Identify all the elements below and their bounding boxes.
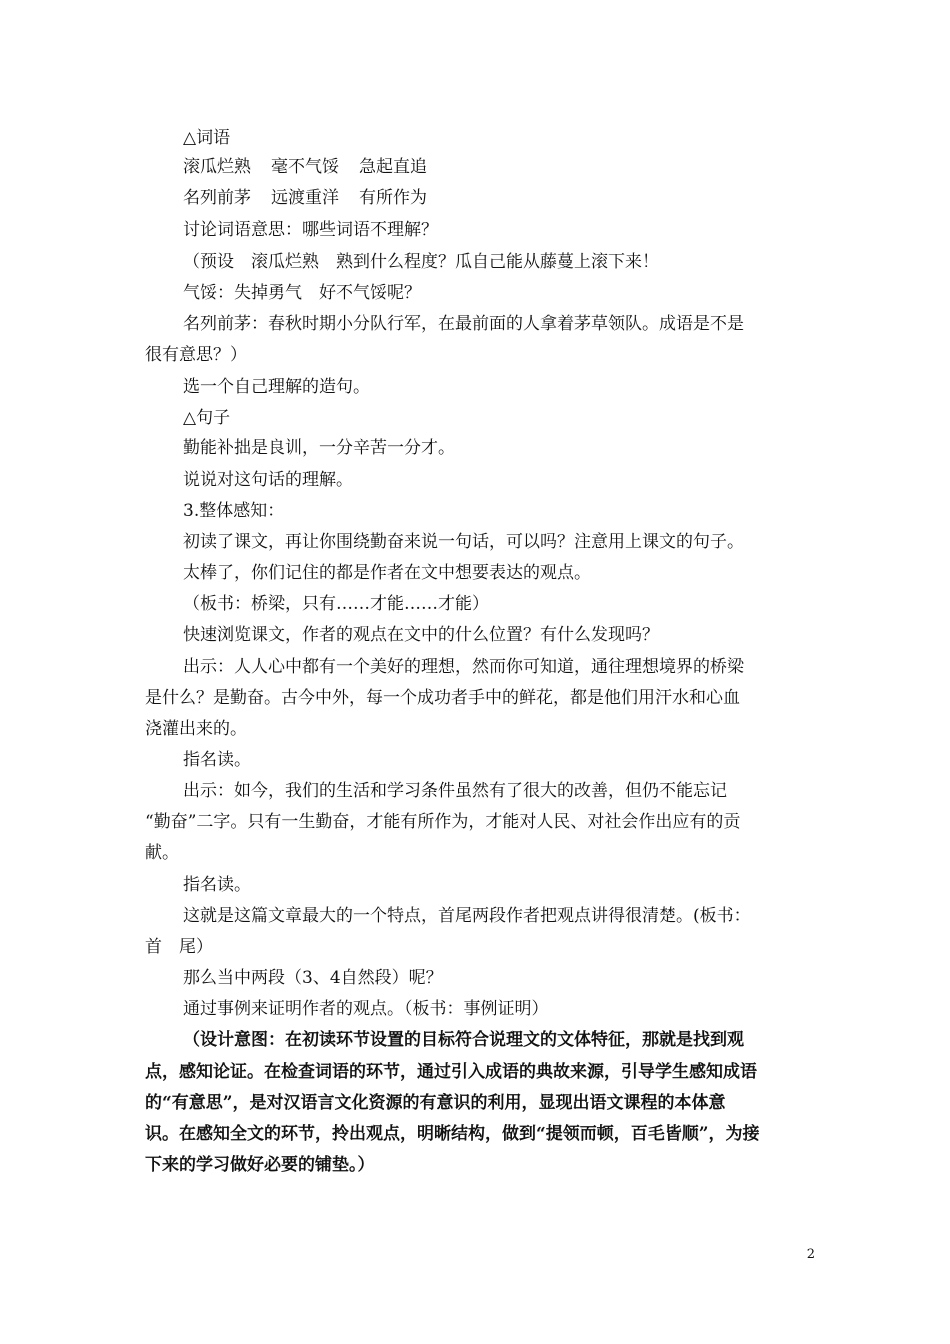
paragraph: 选一个自己理解的造句。	[183, 377, 370, 397]
design-intent: 点，感知论证。在检查词语的环节，通过引入成语的典故来源，引导学生感知成语	[145, 1062, 757, 1082]
paragraph: 说说对这句话的理解。	[183, 470, 353, 490]
paragraph: 名列前茅：春秋时期小分队行军，在最前面的人拿着茅草领队。成语是不是	[183, 314, 744, 334]
paragraph: 浇灌出来的。	[145, 719, 247, 739]
emphasis-char: 作	[393, 188, 410, 208]
emphasis-char: 馁	[322, 157, 339, 177]
design-intent: 识。在感知全文的环节，拎出观点，明晰结构，做到“提领而顿，百毛皆顺”，为接	[145, 1124, 760, 1144]
paragraph: 首 尾）	[145, 937, 213, 957]
design-intent: （设计意图：在初读环节设置的目标符合说理文的文体特征，那就是找到观	[183, 1030, 744, 1050]
emphasis-char: 熟	[234, 157, 251, 177]
words-row-2	[183, 186, 810, 210]
paragraph: 出示：如今，我们的生活和学习条件虽然有了很大的改善，但仍不能忘记	[183, 781, 727, 801]
word-item: 滚瓜烂熟	[183, 157, 251, 177]
design-intent: 的“有意思”，是对汉语言文化资源的有意识的利用，显现出语文课程的本体意	[145, 1093, 726, 1113]
paragraph: 初读了课文，再让你围绕勤奋来说一句话，可以吗？注意用上课文的句子。	[183, 532, 744, 552]
paragraph: 快速浏览课文，作者的观点在文中的什么位置？有什么发现吗？	[183, 625, 659, 645]
paragraph: 勤能补拙是良训，一分辛苦一分才。	[183, 438, 455, 458]
paragraph: 指名读。	[183, 750, 251, 770]
paragraph: 是什么？是勤奋。古今中外，每一个成功者手中的鲜花，都是他们用汗水和心血	[145, 688, 740, 708]
heading-sentence: △句子	[183, 408, 231, 428]
word-item: 急起直追	[359, 157, 427, 177]
paragraph: （板书：桥梁，只有……才能……才能）	[183, 594, 489, 614]
paragraph: 那么当中两段（3、4自然段）呢？	[183, 968, 443, 988]
paragraph: （预设 滚瓜烂熟 熟到什么程度？瓜自己能从藤蔓上滚下来！	[183, 252, 659, 272]
paragraph: 献。	[145, 843, 179, 863]
emphasis-char: 茅	[234, 188, 251, 208]
word-item: 毫不气馁	[271, 157, 339, 177]
word-item: 有所作为	[359, 188, 427, 208]
page-number: 2	[806, 1247, 815, 1262]
paragraph: 通过事例来证明作者的观点。（板书：事例证明）	[183, 999, 549, 1019]
paragraph: 很有意思？）	[145, 345, 247, 365]
paragraph: 这就是这篇文章最大的一个特点，首尾两段作者把观点讲得很清楚。(板书：	[183, 906, 751, 926]
paragraph: 气馁：失掉勇气 好不气馁呢？	[183, 283, 421, 303]
paragraph: 指名读。	[183, 875, 251, 895]
paragraph: 讨论词语意思：哪些词语不理解？	[183, 220, 438, 240]
paragraph: 出示：人人心中都有一个美好的理想，然而你可知道，通往理想境界的桥梁	[183, 657, 744, 677]
heading-words: △词语	[183, 128, 231, 148]
word-item: 远渡重洋	[271, 188, 339, 208]
paragraph: “勤奋”二字。只有一生勤奋，才能有所作为，才能对人民、对社会作出应有的贡	[145, 812, 741, 832]
words-row-1	[183, 155, 810, 179]
section-heading: 3.整体感知：	[183, 501, 285, 521]
paragraph: 太棒了，你们记住的都是作者在文中想要表达的观点。	[183, 563, 591, 583]
design-intent: 下来的学习做好必要的铺垫。）	[145, 1155, 375, 1175]
word-item: 名列前茅	[183, 188, 251, 208]
